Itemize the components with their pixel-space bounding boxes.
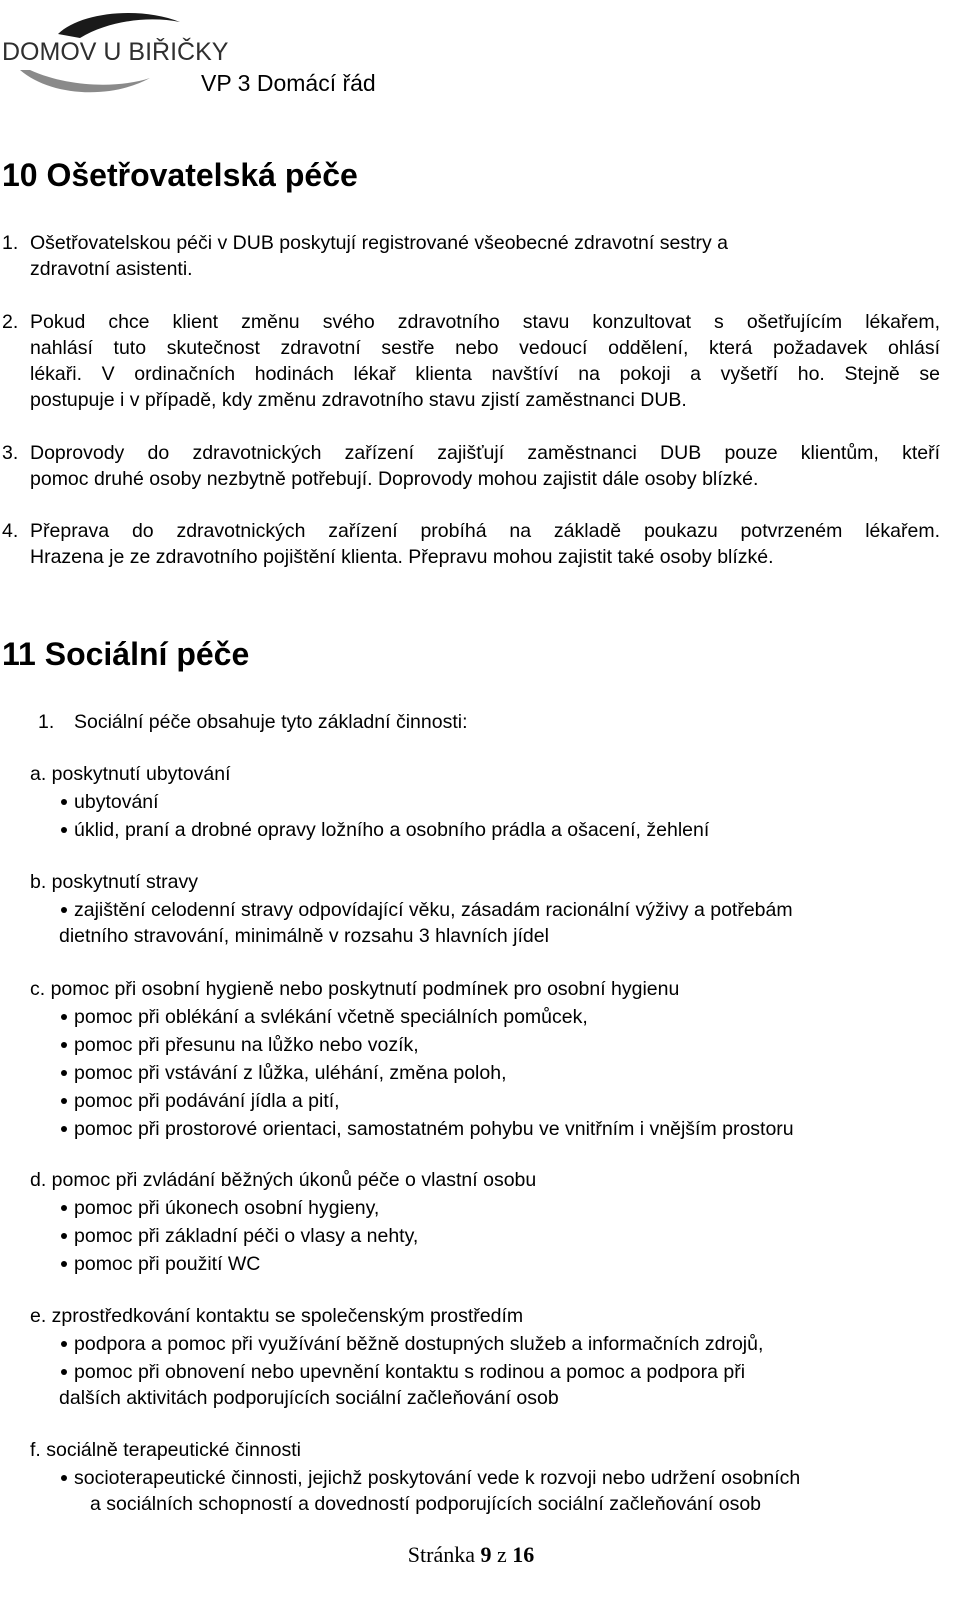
item-line: Doprovody do zdravotnických zařízení zajišťují zaměstnanci DUB pouze klientům, kteří bbox=[30, 442, 940, 464]
section-11-title: 11 Sociální péče bbox=[2, 636, 250, 672]
item-line: zdravotní asistenti. bbox=[30, 258, 193, 280]
bullet-text: podpora a pomoc při využívání běžně dostupných služeb a informačních zdrojů, bbox=[74, 1333, 764, 1355]
bullet-text-continuation: dietního stravování, minimálně v rozsahu 3 hlavních jídel bbox=[59, 925, 549, 947]
bullet-icon bbox=[61, 827, 67, 833]
bullet-icon bbox=[61, 1070, 67, 1076]
footer-prefix: Stránka bbox=[407, 1542, 475, 1567]
item-number: 2. bbox=[2, 311, 19, 333]
bullet-icon bbox=[61, 1233, 67, 1239]
group-label: b. poskytnutí stravy bbox=[30, 871, 198, 893]
section-10-title: 10 Ošetřovatelská péče bbox=[2, 157, 358, 193]
logo bbox=[0, 4, 229, 96]
bullet-text: pomoc při obnovení nebo upevnění kontaktu s rodinou a pomoc a podpora při bbox=[74, 1361, 746, 1383]
item-number: 4. bbox=[2, 520, 19, 542]
item-line: Přeprava do zdravotnických zařízení probíhá na základě poukazu potvrzeném lékařem. bbox=[30, 520, 940, 542]
bullet-text: pomoc při podávání jídla a pití, bbox=[74, 1090, 340, 1112]
document-code: VP 3 Domácí řád bbox=[201, 70, 376, 96]
item-line: Ošetřovatelskou péči v DUB poskytují registrované všeobecné zdravotní sestry a bbox=[30, 232, 728, 254]
bullet-icon bbox=[61, 907, 67, 913]
bullet-text: pomoc při použití WC bbox=[74, 1253, 261, 1275]
item-line: lékaři. V ordinačních hodinách lékař klienta navštíví na pokoji a vyšetří ho. Stejně se bbox=[30, 363, 940, 385]
intro-text: Sociální péče obsahuje tyto základní činnosti: bbox=[74, 711, 468, 733]
group-label: a. poskytnutí ubytování bbox=[30, 763, 231, 785]
group-label: c. pomoc při osobní hygieně nebo poskytnutí podmínek pro osobní hygienu bbox=[30, 978, 680, 1000]
bullet-text: pomoc při úkonech osobní hygieny, bbox=[74, 1197, 380, 1219]
item-line: Pokud chce klient změnu svého zdravotního stavu konzultovat s ošetřujícím lékařem, bbox=[30, 311, 940, 333]
bullet-icon bbox=[61, 1042, 67, 1048]
item-line: nahlásí tuto skutečnost zdravotní sestře nebo vedoucí oddělení, která požadavek ohlásí bbox=[30, 337, 940, 359]
bullet-icon bbox=[61, 1098, 67, 1104]
total-pages: 16 bbox=[512, 1542, 535, 1567]
item-line: Hrazena je ze zdravotního pojištění klienta. Přepravu mohou zajistit také osoby blízké. bbox=[30, 546, 774, 568]
group-label: f. sociálně terapeutické činnosti bbox=[30, 1439, 301, 1461]
bullet-text: socioterapeutické činnosti, jejichž poskytování vede k rozvoji nebo udržení osobních bbox=[74, 1467, 801, 1489]
bullet-text: zajištění celodenní stravy odpovídající věku, zásadám racionální výživy a potřebám bbox=[74, 899, 793, 921]
bullet-icon bbox=[61, 1341, 67, 1347]
bullet-text: pomoc při prostorové orientaci, samostatném pohybu ve vnitřním i vnějším prostoru bbox=[74, 1118, 794, 1140]
item-number: 3. bbox=[2, 442, 19, 464]
bullet-text: pomoc při základní péči o vlasy a nehty, bbox=[74, 1225, 419, 1247]
page-footer bbox=[0, 1542, 942, 1568]
group-label: e. zprostředkování kontaktu se společenským prostředím bbox=[30, 1305, 524, 1327]
bullet-text: pomoc při vstávání z lůžka, uléhání, změna poloh, bbox=[74, 1062, 507, 1084]
bullet-text-continuation: a sociálních schopností a dovedností podporujících sociální začleňování osob bbox=[90, 1493, 762, 1515]
bullet-icon bbox=[61, 1205, 67, 1211]
logo-text: DOMOV U BIŘIČKY bbox=[2, 38, 229, 66]
bullet-text: úklid, praní a drobné opravy ložního a osobního prádla a ošacení, žehlení bbox=[74, 819, 710, 841]
bullet-icon bbox=[61, 1475, 67, 1481]
bullet-text-continuation: dalších aktivitách podporujících sociální začleňování osob bbox=[59, 1387, 559, 1409]
item-line: postupuje i v případě, kdy změnu zdravotního stavu zjistí zaměstnanci DUB. bbox=[30, 389, 687, 411]
bullet-icon bbox=[61, 1261, 67, 1267]
bullet-icon bbox=[61, 1369, 67, 1375]
group-label: d. pomoc při zvládání běžných úkonů péče o vlastní osobu bbox=[30, 1169, 537, 1191]
footer-separator: z bbox=[496, 1542, 507, 1567]
bullet-icon bbox=[61, 1014, 67, 1020]
bullet-icon bbox=[61, 1126, 67, 1132]
bullet-text: pomoc při přesunu na lůžko nebo vozík, bbox=[74, 1034, 419, 1056]
item-line: pomoc druhé osoby nezbytně potřebují. Doprovody mohou zajistit dále osoby blízké. bbox=[30, 468, 759, 490]
current-page: 9 bbox=[480, 1542, 492, 1567]
bullet-text: ubytování bbox=[74, 791, 159, 813]
intro-number: 1. bbox=[38, 711, 55, 733]
bullet-text: pomoc při oblékání a svlékání včetně speciálních pomůcek, bbox=[74, 1006, 588, 1028]
bullet-icon bbox=[61, 799, 67, 805]
item-number: 1. bbox=[2, 232, 19, 254]
